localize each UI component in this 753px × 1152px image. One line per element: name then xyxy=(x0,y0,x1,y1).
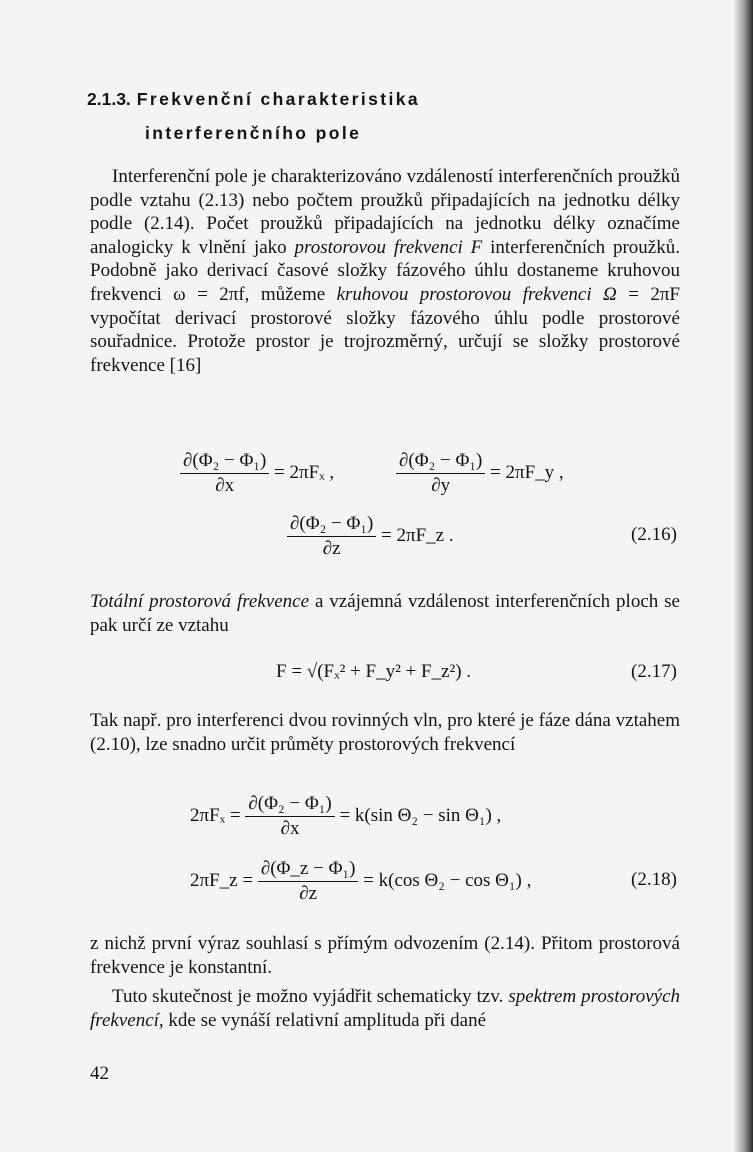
equation-2-16-y: $\frac{\text{∂(Φ₂ − Φ₁)}}{\partial y}$ = 2πF_y , xyxy=(396,449,564,498)
equation-number-2-17: (2.17) xyxy=(631,661,677,682)
equation-number-2-16: (2.16) xyxy=(631,524,677,545)
equation-2-16-z: $\frac{\text{∂(Φ₂ − Φ₁)}}{\partial z}$ = 2πF_z . xyxy=(287,512,454,561)
paragraph-2: Totální prostorová frekvence a vzájemná vzdálenost interferenčních ploch se pak určí ze vztahu xyxy=(90,591,680,636)
section-title-line2: interferenčního pole xyxy=(145,123,362,143)
paragraph-5: Tuto skutečnost je možno vyjádřit schematicky tzv. spektrem prostorových frekvencí, kde se vynáší relativní amplituda při dané xyxy=(90,986,680,1031)
equation-2-16-x: $\frac{\text{∂(Φ₂ − Φ₁)}}{\partial x}$ = 2πFₓ , xyxy=(180,449,334,498)
equation-number-2-18: (2.18) xyxy=(631,869,677,890)
term-total-spatial-frequency: Totální prostorová frekvence xyxy=(90,591,310,612)
section-heading xyxy=(87,82,420,150)
page-edge-shadow xyxy=(733,0,753,1152)
paragraph-1: Interferenční pole je charakterizováno vzdáleností interferenčních proužků podle vztahu (2.13) nebo počtem proužků připadajících na jednotku délky podle (2.14). Počet proužků připadajících na jednotku délky označíme analogicky k vlnění jako prostorovou frekvenci F interferenčních proužků. Podobně jako derivací časové složky fázového úhlu dostaneme kruhovou frekvenci ω = 2πf, můžeme kruhovou prostorovou frekvenci Ω = 2πF vypočítat derivací prostorové složky fázového úhlu podle prostorové souřadnice. Protože prostor je trojrozměrný, určují se složky prostorové frekvence [16] xyxy=(90,166,681,376)
equation-2-18-line2: 2πF_z = $\frac{\text{∂(Φ\_z − Φ₁)}}{\partial z}$ = k(cos Θ₂ − cos Θ₁) , xyxy=(190,858,532,904)
term-spatial-frequency-spectrum: spektrem prostorových frekvencí, xyxy=(90,986,680,1031)
paragraph-4: z nichž první výraz souhlasí s přímým odvozením (2.14). Přitom prostorová frekvence je konstantní. xyxy=(90,933,680,978)
term-spatial-frequency: prostorovou frekvenci F xyxy=(294,236,483,258)
equation-2-17: F = √(Fₓ² + F_y² + F_z²) . xyxy=(276,661,472,682)
paragraph-3: Tak např. pro interferenci dvou rovinných vln, pro které je fáze dána vztahem (2.10), lze snadno určit průměty prostorových frekvencí xyxy=(90,710,680,755)
section-title-line1: Frekvenční charakteristika xyxy=(136,89,421,109)
term-circular-spatial-frequency: kruhovou prostorovou frekvenci Ω xyxy=(336,283,617,305)
section-number: 2.1.3. xyxy=(87,89,131,109)
equation-2-18-line1: 2πFₓ = $\frac{\text{∂(Φ₂ − Φ₁)}}{\partial x}$ = k(sin Θ₂ − sin Θ₁) , xyxy=(190,793,502,839)
page-number: 42 xyxy=(90,1063,109,1084)
